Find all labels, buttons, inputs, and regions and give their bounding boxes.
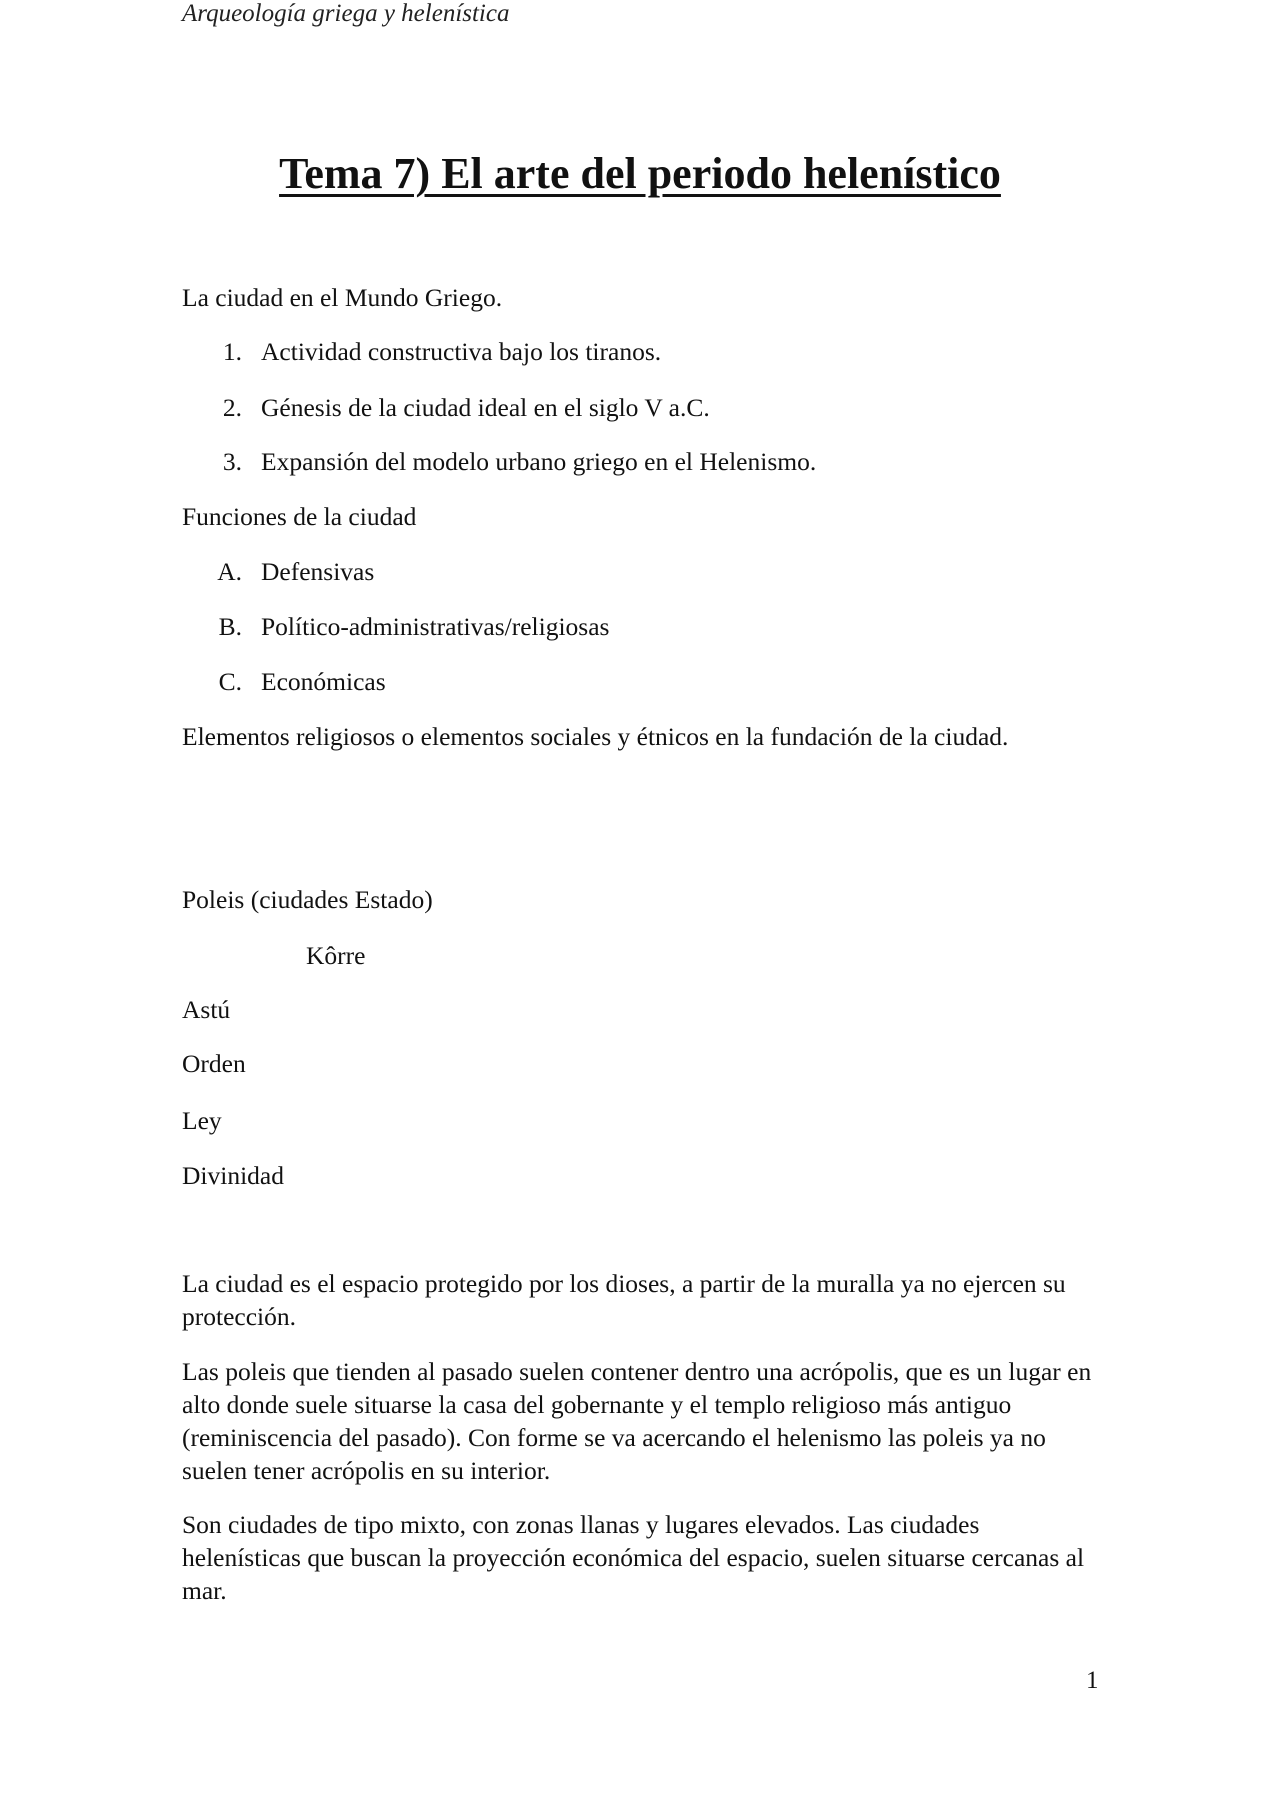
- list-item: Génesis de la ciudad ideal en el siglo V a.C.: [261, 393, 710, 422]
- poleis-heading: Poleis (ciudades Estado): [182, 885, 433, 914]
- page-title: Tema 7) El arte del periodo helenístico: [279, 149, 1001, 198]
- elements-line: Elementos religiosos o elementos sociales y étnicos en la fundación de la ciudad.: [182, 722, 1009, 751]
- list-marker: 3.: [222, 447, 242, 476]
- list-marker: A.: [217, 557, 242, 586]
- list-marker: B.: [218, 612, 242, 641]
- paragraph: Son ciudades de tipo mixto, con zonas llanas y lugares elevados. Las ciudades helenísticas que buscan la proyección económica del espacio, suelen situarse cercanas al mar.: [182, 1510, 1085, 1605]
- term-orden: Orden: [182, 1049, 246, 1078]
- list-marker: 1.: [222, 337, 242, 366]
- list-item: Económicas: [261, 667, 386, 696]
- list-item: Político-administrativas/religiosas: [261, 612, 610, 641]
- running-header: Arqueología griega y helenística: [182, 0, 510, 27]
- list-marker: 2.: [222, 393, 242, 422]
- section-heading-funciones: Funciones de la ciudad: [182, 502, 417, 531]
- list-marker: C.: [218, 667, 242, 696]
- paragraph: Las poleis que tienden al pasado suelen contener dentro una acrópolis, que es un lugar en alto donde suele situarse la casa del gobernante y el templo religioso más antiguo (reminiscencia del pasado). Con forme se va acercando el helenismo las poleis ya no suelen tener acrópolis en su interior.: [182, 1357, 1092, 1485]
- list-item: Actividad constructiva bajo los tiranos.: [261, 337, 662, 366]
- page-number: 1: [1086, 1667, 1099, 1694]
- term-ley: Ley: [182, 1106, 222, 1135]
- list-item: Expansión del modelo urbano griego en el Helenismo.: [261, 447, 817, 476]
- term-divinidad: Divinidad: [182, 1161, 284, 1190]
- kore-term: Kôrre: [306, 941, 366, 970]
- list-item: Defensivas: [261, 557, 375, 586]
- paragraph: La ciudad es el espacio protegido por los dioses, a partir de la muralla ya no ejercen su protección.: [182, 1269, 1066, 1331]
- section-heading-ciudad: La ciudad en el Mundo Griego.: [182, 283, 503, 312]
- term-astu: Astú: [182, 995, 231, 1024]
